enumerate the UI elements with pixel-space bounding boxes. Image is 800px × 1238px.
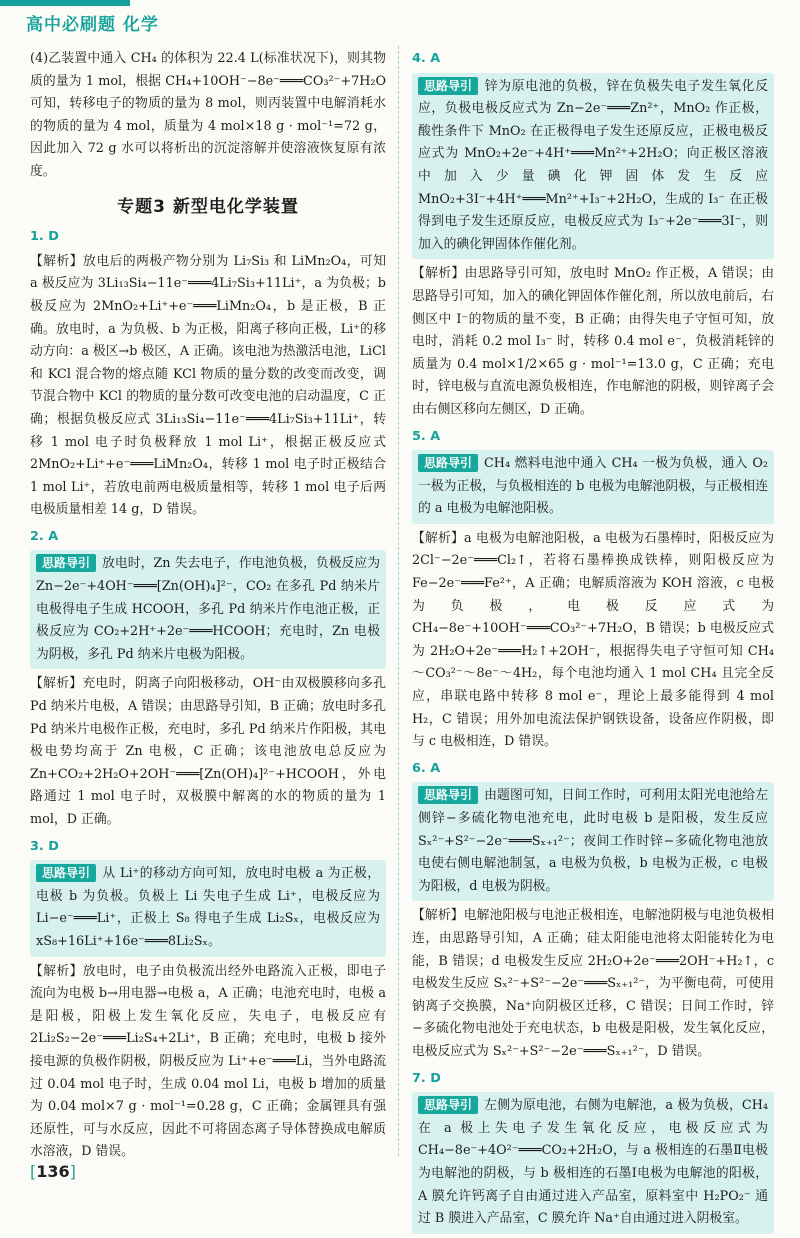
section-title: 专题3 新型电化学装置: [117, 196, 299, 217]
q5-guide-box: [412, 450, 774, 524]
q7-guide-text: 左侧为原电池，右侧为电解池，a 极为负极，CH₄ 在 a 极上失电子发生氧化反应，电极反应式为 CH₄−8e⁻+4O²⁻═══CO₂+2H₂O，与 a 极相连的石墨Ⅱ电极为电解池的阴极，与 b 极相连的石墨Ⅰ电极为电解池的阳极，A 膜允许钙离子自由通过进入产品室，原料室中 H₂PO₂⁻ 通过 B 膜进入产品室，C 膜允许 Na⁺自由通过进入阴极室。: [418, 1098, 768, 1227]
q7-answer: 7. D: [412, 1070, 441, 1086]
q2-answer: 2. A: [30, 528, 59, 544]
right-column: [412, 48, 774, 1238]
q4-guide-text: 锌为原电池的负极，锌在负极失电子发生氧化反应，负极电极反应式为 Zn−2e⁻═══Zn²⁺，MnO₂ 作正极，酸性条件下 MnO₂ 在正极得电子发生还原反应，正极电极反应式为 MnO₂+2e⁻+4H⁺═══Mn²⁺+2H₂O；向正极区溶液中加入少量碘化钾固体发生反应 MnO₂+3I⁻+4H⁺═══Mn²⁺+I₃⁻+2H₂O，生成的 I₃⁻ 在正极得到电子发生还原反应，电极反应式为 I₃⁻+2e⁻═══3I⁻，则加入的碘化钾固体作催化剂。: [418, 78, 768, 252]
q3-guide-text: 从 Li⁺的移动方向可知，放电时电极 a 为正极，电极 b 为负极。负极上 Li 失电子生成 Li⁺，电极反应为 Li−e⁻═══Li⁺，正极上 S₈ 得电子生成 Li₂Sₓ，电极反应为 xS₈+16Li⁺+16e⁻═══8Li₂Sₓ。: [36, 866, 380, 949]
page-number-value: 136: [36, 1162, 70, 1181]
q5-analysis: 【解析】a 电极为电解池阳极，a 电极为石墨棒时，阳极反应为 2Cl⁻−2e⁻═══Cl₂↑，若将石墨棒换成铁棒，则阳极反应为 Fe−2e⁻═══Fe²⁺，A 正确；电解质溶液为 KOH 溶液，c 电极为负极，电极反应式为 CH₄−8e⁻+10OH⁻═══CO₃²⁻+7H₂O，B 错误；b 电极反应式为 2H₂O+2e⁻═══H₂↑+2OH⁻，根据得失电子守恒可知 CH₄～CO₃²⁻～8e⁻～4H₂，每个电池均通入 1 mol CH₄ 且完全反应，串联电路中转移 8 mol e⁻，理论上最多能得到 4 mol H₂，C 错误；用外加电流法保护钢铁设备，设备应作阴极，即与 c 电极相连，D 错误。: [412, 530, 774, 750]
q1-answer: 1. D: [30, 229, 59, 245]
q2-guide-box: [30, 550, 386, 669]
page-number: [136]: [30, 1162, 76, 1181]
guide-tag: 思路导引: [418, 786, 478, 804]
q5-answer: 5. A: [412, 428, 441, 444]
intro-paragraph: (4)乙装置中通入 CH₄ 的体积为 22.4 L(标准状况下)，则其物质的量为 1 mol，根据 CH₄+10OH⁻−8e⁻═══CO₃²⁻+7H₂O 可知，转移电子的物质的量为 8 mol，则丙装置中电解消耗水的物质的量为 4 mol，质量为 4 mol×18 g · mol⁻¹=72 g，因此加入 72 g 水可以将析出的沉淀溶解并使溶液恢复原有浓度。: [30, 51, 386, 179]
q4-guide-box: [412, 73, 774, 260]
q1-analysis: 【解析】放电后的两极产物分别为 Li₇Si₃ 和 LiMn₂O₄，可知 a 极反应为 3Li₁₃Si₄−11e⁻═══4Li₇Si₃+11Li⁺，a 为负极；b 极反应为 2MnO₂+Li⁺+e⁻═══LiMn₂O₄，b 是正极，B 正确。放电时，a 为负极、b 为正极，阳离子移向正极，Li⁺的移动方向：a 极区→b 极区，A 正确。该电池为热激活电池，LiCl 和 KCl 混合物的熔点随 KCl 物质的量分数的改变而改变，调节混合物中 KCl 的物质的量分数可改变电池的启动温度，C 正确；根据负极反应式 3Li₁₃Si₄−11e⁻═══4Li₇Si₃+11Li⁺，转移 1 mol 电子时负极释放 1 mol Li⁺，根据正极反应式 2MnO₂+Li⁺+e⁻═══LiMn₂O₄，转移 1 mol 电子时正极结合 1 mol Li⁺，若放电前两电极质量相等，转移 1 mol 电子后两电极质量相差 14 g，D 错误。: [30, 253, 386, 518]
q2-guide-text: 放电时，Zn 失去电子，作电池负极，负极反应为 Zn−2e⁻+4OH⁻═══[Zn(OH)₄]²⁻，CO₂ 在多孔 Pd 纳米片电极得电子生成 HCOOH，多孔 Pd 纳米片作电池正极，正极反应为 CO₂+2H⁺+2e⁻═══HCOOH；充电时，Zn 电极为阴极，多孔 Pd 纳米片电极为阳极。: [36, 556, 380, 662]
q6-analysis: 【解析】电解池阳极与电池正极相连，电解池阴极与电池负极相连，由思路导引知，A 正确；硅太阳能电池将太阳能转化为电能，B 错误；d 电极发生反应 2H₂O+2e⁻═══2OH⁻+H₂↑，c 电极发生反应 Sₓ²⁻+S²⁻−2e⁻═══Sₓ₊₁²⁻，为平衡电荷，可使用钠离子交换膜，Na⁺向阴极区迁移，C 错误；日间工作时，锌−多硫化物电池处于充电状态，b 电极是阳极，发生氧化反应，电极反应式为 Sₓ²⁻+S²⁻−2e⁻═══Sₓ₊₁²⁻，D 错误。: [412, 908, 774, 1059]
guide-tag: 思路导引: [36, 864, 96, 882]
q3-analysis: 【解析】放电时，电子由负极流出经外电路流入正极，即电子流向为电极 b→用电器→电极 a，A 正确；电池充电时，电极 a 是阳极，阳极上发生氧化反应，失电子，电极反应有 2Li₂S₂−2e⁻═══Li₂S₄+2Li⁺，B 正确；充电时，电极 b 接外接电源的负极作阴极，阴极反应为 Li⁺+e⁻═══Li，当外电路流过 0.04 mol 电子时，生成 0.04 mol Li，电极 b 增加的质量为 0.04 mol×7 g · mol⁻¹=0.28 g，C 正确；金属锂具有强还原性，可与水反应，因此不可将固态离子导体替换成电解质水溶液，D 错误。: [30, 963, 386, 1160]
guide-tag: 思路导引: [36, 554, 96, 572]
q3-guide-box: [30, 860, 386, 956]
q5-guide-text: CH₄ 燃料电池中通入 CH₄ 一极为负极，通入 O₂ 一极为正极，与负极相连的 b 电极为电解池阴极，与正极相连的 a 电极为电解池阳极。: [418, 456, 768, 517]
q7-guide-box: [412, 1092, 774, 1234]
guide-tag: 思路导引: [418, 454, 478, 472]
header-accent-bar: [0, 0, 130, 6]
q4-analysis: 【解析】由思路导引可知，放电时 MnO₂ 作正极，A 错误；由思路导引可知，加入的碘化钾固体作催化剂，所以放电前后，右侧区中 I⁻的物质的量不变，B 正确；由得失电子守恒可知，放电时，消耗 0.2 mol I₃⁻ 时，转移 0.4 mol e⁻，负极消耗锌的质量为 0.4 mol×1/2×65 g · mol⁻¹=13.0 g，C 正确；充电时，锌电极与直流电源负极相连，作电解池的阴极，则锌离子会由右侧区移向左侧区，D 正确。: [412, 266, 774, 417]
page-header: 高中必刷题 化学: [26, 15, 159, 35]
q2-analysis: 【解析】充电时，阴离子向阳极移动，OH⁻由双极膜移向多孔 Pd 纳米片电极，A 错误；由思路导引知，B 正确；放电时多孔 Pd 纳米片电极作正极，充电时，多孔 Pd 纳米片作阳极，其电极电势均高于 Zn 电极，C 正确；该电池放电总反应为 Zn+CO₂+2H₂O+2OH⁻═══[Zn(OH)₄]²⁻+HCOOH，外电路通过 1 mol 电子时，双极膜中解离的水的物质的量为 1 mol，D 正确。: [30, 676, 386, 827]
q4-answer: 4. A: [412, 51, 441, 66]
q3-answer: 3. D: [30, 838, 59, 854]
left-column: [30, 48, 386, 1164]
column-divider: [398, 46, 400, 1156]
guide-tag: 思路导引: [418, 1096, 478, 1114]
q6-answer: 6. A: [412, 760, 441, 776]
q6-guide-text: 由题图可知，日间工作时，可利用太阳光电池给左侧锌−多硫化物电池充电，此时电极 b 是阳极，发生反应 Sₓ²⁻+S²⁻−2e⁻═══Sₓ₊₁²⁻；夜间工作时锌−多硫化物电池放电使右侧电解池制氢，a 电极为负极，b 电极为正极，c 电极为阳极，d 电极为阴极。: [418, 788, 768, 894]
guide-tag: 思路导引: [418, 77, 478, 95]
q6-guide-box: [412, 782, 774, 901]
